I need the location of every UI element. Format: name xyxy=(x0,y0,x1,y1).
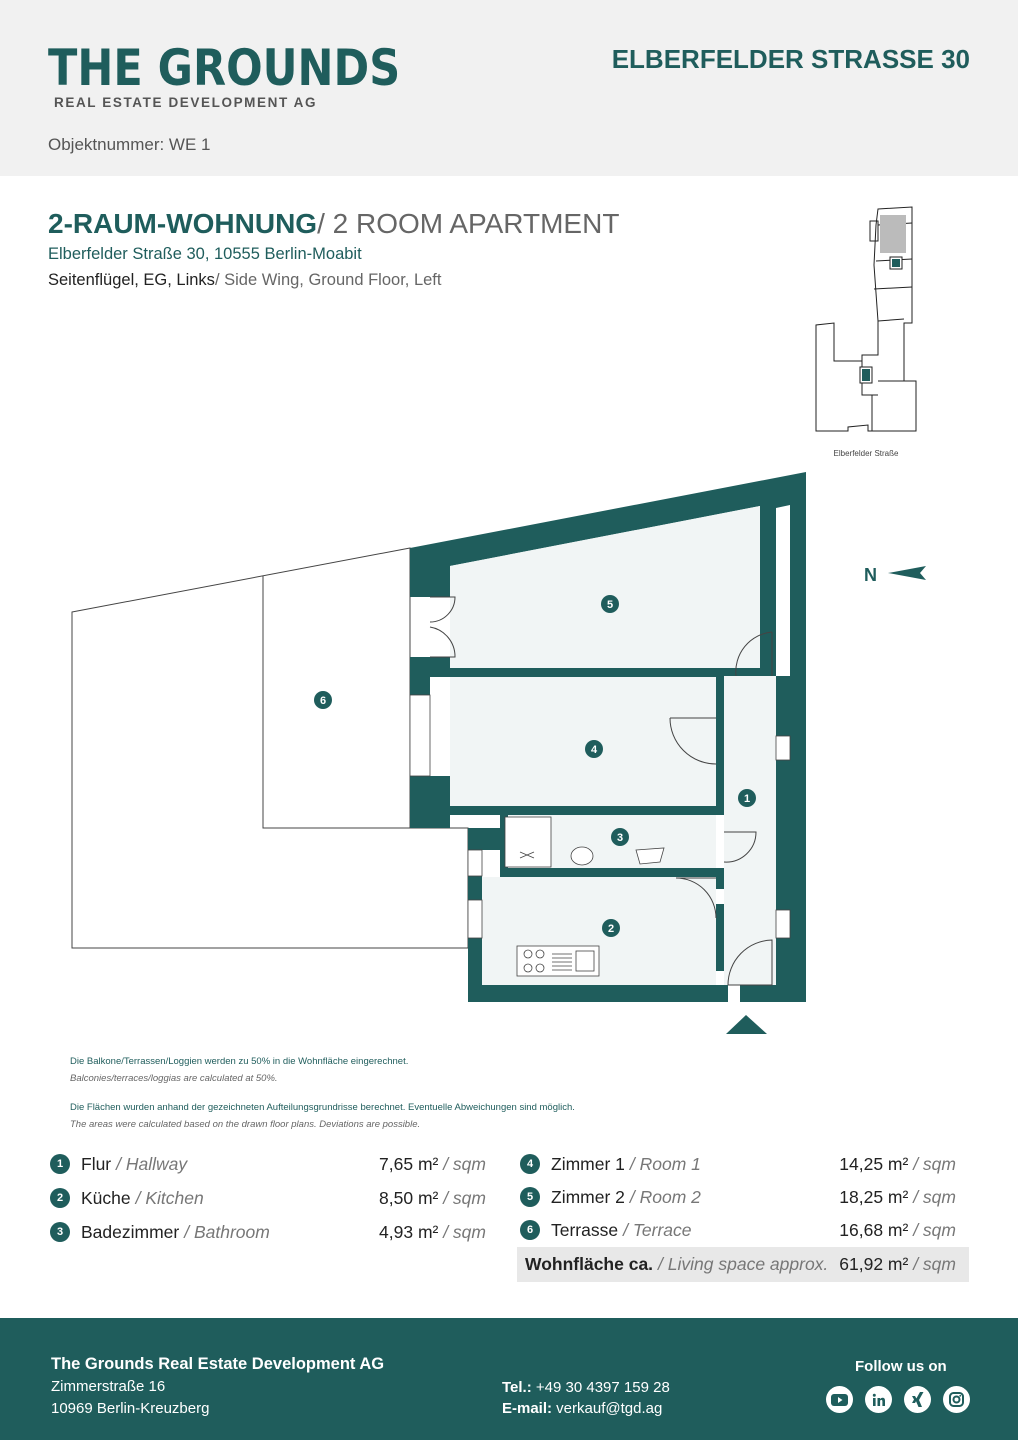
room-name-de: Badezimmer xyxy=(81,1221,180,1242)
footer-phone[interactable]: Tel.: +49 30 4397 159 28 xyxy=(502,1379,670,1396)
svg-text:1: 1 xyxy=(743,793,751,805)
footer-city: 10969 Berlin-Kreuzberg xyxy=(51,1400,210,1417)
room-marker-3 xyxy=(611,828,629,846)
room-number-badge: 6 xyxy=(520,1220,540,1240)
footer-street: Zimmerstraße 16 xyxy=(51,1378,166,1395)
room-marker-4 xyxy=(585,740,603,758)
room-name-de: Küche xyxy=(81,1187,131,1208)
apartment-location-de: Seitenflügel, EG, Links xyxy=(48,271,215,289)
room-area: 14,25 m² / sqm xyxy=(839,1153,956,1174)
site-plan-street-label: Elberfelder Straße xyxy=(833,449,899,458)
room-number-badge: 5 xyxy=(520,1187,540,1207)
living-space-total-row xyxy=(517,1247,969,1282)
room-area: 7,65 m² / sqm xyxy=(379,1153,486,1174)
apartment-location-en: / Side Wing, Ground Floor, Left xyxy=(214,271,442,289)
property-address-heading: ELBERFELDER STRASSE 30 xyxy=(611,44,970,74)
object-number: Objektnummer: WE 1 xyxy=(48,135,211,154)
room-area: 18,25 m² / sqm xyxy=(839,1186,956,1207)
floor-plan xyxy=(60,465,940,1045)
apartment-title xyxy=(48,208,619,240)
page-footer xyxy=(0,1318,1018,1440)
room-name-en: / Hallway xyxy=(116,1153,188,1174)
north-arrow xyxy=(888,566,926,580)
room-area: 8,50 m² / sqm xyxy=(379,1187,486,1208)
room-name-de: Terrasse xyxy=(551,1219,619,1240)
follow-us-label: Follow us on xyxy=(855,1358,947,1375)
room-name-en: / Kitchen xyxy=(135,1187,204,1208)
room-area: 16,68 m² / sqm xyxy=(839,1219,956,1240)
room-marker-5 xyxy=(601,595,619,613)
room-row-kitchen xyxy=(50,1184,486,1212)
room-name-en: / Terrace xyxy=(623,1219,692,1240)
room-name-en: / Bathroom xyxy=(184,1221,270,1242)
xing-icon[interactable] xyxy=(904,1386,931,1413)
room-marker-1 xyxy=(738,789,756,807)
svg-text:2: 2 xyxy=(607,923,615,935)
youtube-icon[interactable] xyxy=(826,1386,853,1413)
room-row-room1 xyxy=(520,1150,956,1178)
room-number-badge: 3 xyxy=(50,1222,70,1242)
note-areas-en: The areas were calculated based on the drawn floor plans. Deviations are possible. xyxy=(70,1119,421,1130)
page-header xyxy=(0,0,1018,176)
footer-email-link[interactable]: E-mail: verkauf@tgd.ag xyxy=(502,1400,663,1417)
north-label: N xyxy=(864,565,877,585)
total-label-de: Wohnfläche ca. xyxy=(525,1254,654,1274)
room-row-hallway xyxy=(50,1150,486,1178)
svg-text:3: 3 xyxy=(616,832,624,844)
room-name-en: / Room 1 xyxy=(629,1153,701,1174)
svg-text:6: 6 xyxy=(319,695,327,707)
room-area: 4,93 m² / sqm xyxy=(379,1221,486,1242)
room-row-terrace xyxy=(520,1216,956,1244)
linkedin-icon[interactable] xyxy=(865,1386,892,1413)
total-area: 61,92 m² / sqm xyxy=(839,1254,956,1274)
room-number-badge: 1 xyxy=(50,1154,70,1174)
note-areas-de: Die Flächen wurden anhand der gezeichneten Aufteilungsgrundrisse berechnet. Eventuelle Abweichungen sind möglich. xyxy=(70,1102,575,1113)
room-name-en: / Room 2 xyxy=(629,1186,701,1207)
room-name-de: Zimmer 1 xyxy=(551,1153,625,1174)
terrace-outline xyxy=(72,548,468,948)
room-number-badge: 4 xyxy=(520,1154,540,1174)
room-name-de: Flur xyxy=(81,1153,112,1174)
room-row-bathroom xyxy=(50,1218,486,1246)
svg-text:5: 5 xyxy=(606,599,614,611)
company-logo-subtitle: REAL ESTATE DEVELOPMENT AG xyxy=(54,95,318,110)
note-balcony-de: Die Balkone/Terrassen/Loggien werden zu 50% in die Wohnfläche eingerechnet. xyxy=(70,1056,409,1067)
entrance-arrow xyxy=(726,1015,767,1034)
footer-company-name: The Grounds Real Estate Development AG xyxy=(51,1355,385,1373)
room-marker-6 xyxy=(314,691,332,709)
site-plan xyxy=(808,205,920,435)
note-balcony-en: Balconies/terraces/loggias are calculated at 50%. xyxy=(70,1073,278,1084)
instagram-icon[interactable] xyxy=(943,1386,970,1413)
apartment-location xyxy=(48,271,441,290)
apartment-title-de: 2-RAUM-WOHNUNG xyxy=(48,208,318,239)
room-row-room2 xyxy=(520,1183,956,1211)
room-name-de: Zimmer 2 xyxy=(551,1186,625,1207)
company-logo: THE GROUNDS xyxy=(48,39,401,97)
room-number-badge: 2 xyxy=(50,1188,70,1208)
svg-text:4: 4 xyxy=(590,744,598,756)
total-label-en: / Living space approx. xyxy=(658,1254,829,1274)
room-marker-2 xyxy=(602,919,620,937)
apartment-address: Elberfelder Straße 30, 10555 Berlin-Moabit xyxy=(48,245,362,263)
apartment-title-en: / 2 ROOM APARTMENT xyxy=(317,208,620,239)
